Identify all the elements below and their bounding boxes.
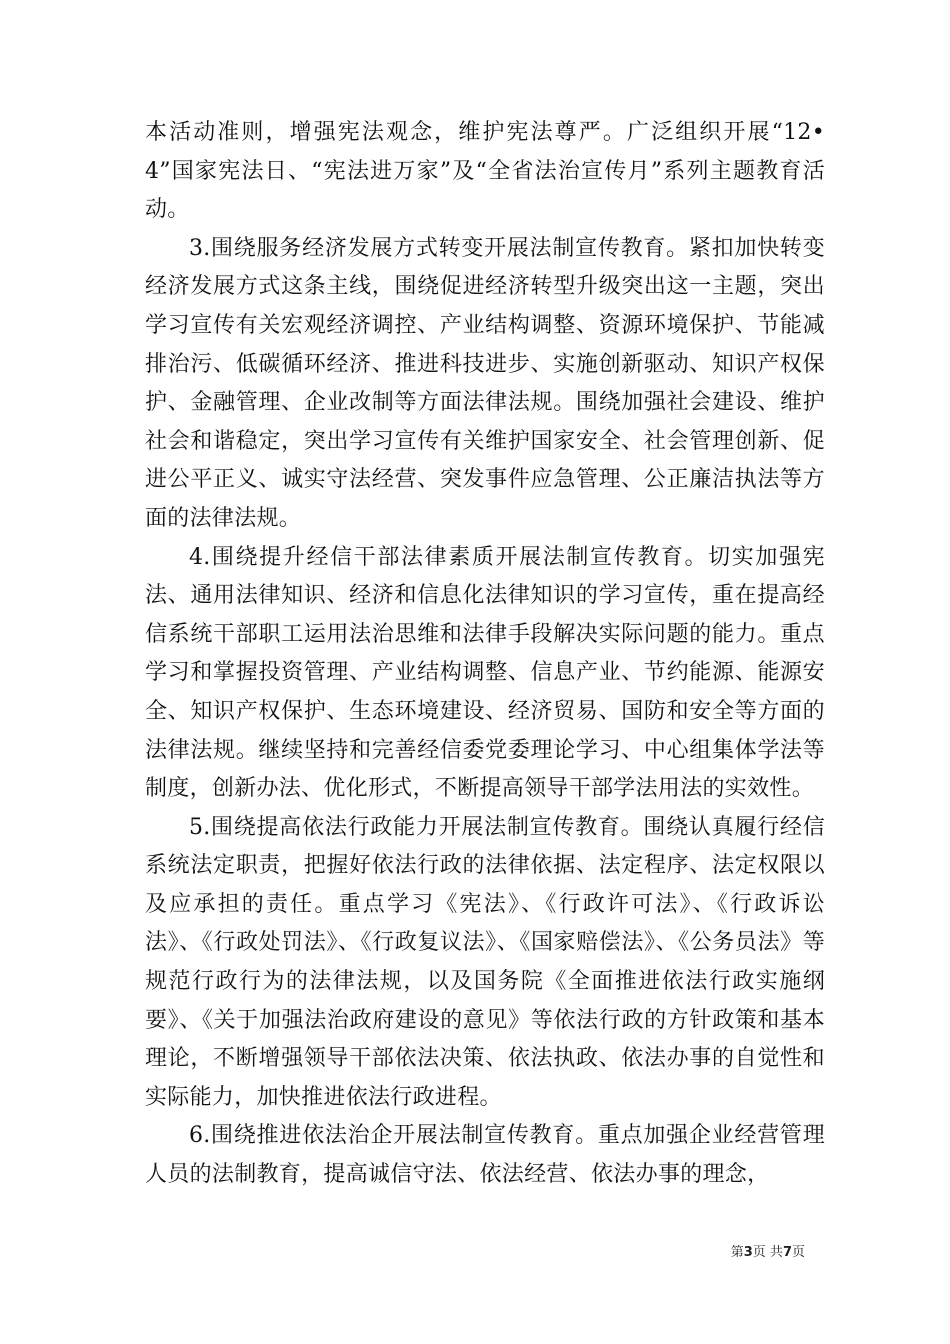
footer-suffix: 页 bbox=[791, 1245, 805, 1260]
current-page-number: 3 bbox=[743, 1245, 753, 1260]
paragraph-item-3: 3.围绕服务经济发展方式转变开展法制宣传教育。紧扣加快转变经济发展方式这条主线，围绕促进经济转型升级突出这一主题，突出学习宣传有关宏观经济调控、产业结构调整、资源环境保护、节能减排治污、低碳循环经济、推进科技进步、实施创新驱动、知识产权保护、金融管理、企业改制等方面法律法规。围绕加强社会建设、维护社会和谐稳定，突出学习宣传有关维护国家安全、社会管理创新、促进公平正义、诚实守法经营、突发事件应急管理、公正廉洁执法等方面的法律法规。 bbox=[145, 235, 825, 531]
total-page-count: 7 bbox=[782, 1245, 792, 1260]
document-body bbox=[145, 114, 825, 1195]
page-footer bbox=[731, 1244, 805, 1262]
footer-prefix: 第 bbox=[730, 1245, 744, 1260]
footer-middle: 页 共 bbox=[752, 1245, 783, 1260]
paragraph-item-6: 6.围绕推进依法治企开展法制宣传教育。重点加强企业经营管理人员的法制教育，提高诚信守法、依法经营、依法办事的理念， bbox=[145, 1123, 825, 1188]
paragraph-item-4: 4.围绕提升经信干部法律素质开展法制宣传教育。切实加强宪法、通用法律知识、经济和信息化法律知识的学习宣传，重在提高经信系统干部职工运用法治思维和法律手段解决实际问题的能力。重点学习和掌握投资管理、产业结构调整、信息产业、节约能源、能源安全、知识产权保护、生态环境建设、经济贸易、国防和安全等方面的法律法规。继续坚持和完善经信委党委理论学习、中心组集体学法等制度，创新办法、优化形式，不断提高领导干部学法用法的实效性。 bbox=[145, 544, 825, 802]
paragraph-item-5: 5.围绕提高依法行政能力开展法制宣传教育。围绕认真履行经信系统法定职责，把握好依法行政的法律依据、法定程序、法定权限以及应承担的责任。重点学习《宪法》、《行政许可法》、《行政诉讼法》、《行政处罚法》、《行政复议法》、《国家赔偿法》、《公务员法》等规范行政行为的法律法规，以及国务院《全面推进依法行政实施纲要》、《关于加强法治政府建设的意见》等依法行政的方针政策和基本理论，不断增强领导干部依法决策、依法执政、依法办事的自觉性和实际能力，加快推进依法行政进程。 bbox=[145, 814, 825, 1110]
paragraph-continuation: 本活动准则，增强宪法观念，维护宪法尊严。广泛组织开展“12•4”国家宪法日、“宪法进万家”及“全省法治宣传月”系列主题教育活动。 bbox=[145, 120, 825, 223]
